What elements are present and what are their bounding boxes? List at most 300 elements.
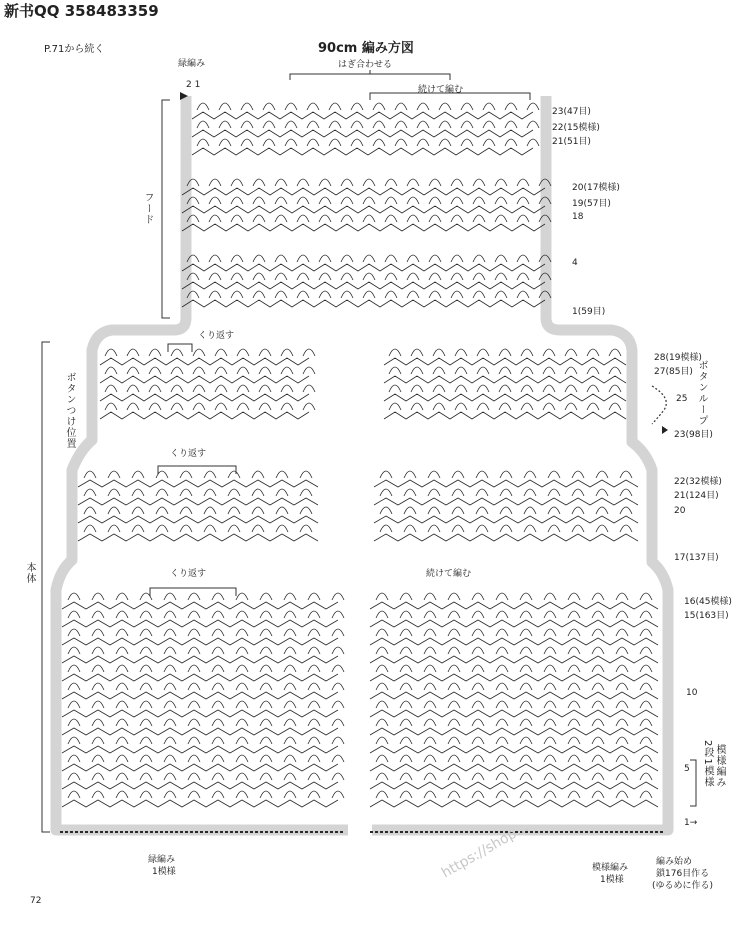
body-row-16: 16(45模様) bbox=[684, 597, 732, 607]
hood-top-fan bbox=[483, 103, 495, 110]
hood-bottom-fan bbox=[495, 291, 507, 298]
body-middle-left-fan bbox=[108, 507, 120, 514]
body-lower-left-fan bbox=[236, 629, 248, 636]
body-upper-left-fan bbox=[171, 349, 183, 356]
body-lower-left-fan bbox=[116, 719, 128, 726]
body-upper-right-fan bbox=[455, 367, 467, 374]
body-middle-right-fan bbox=[620, 471, 632, 478]
body-lower-right-fan bbox=[640, 629, 652, 636]
body-middle-left-fan bbox=[132, 525, 144, 532]
hood-bottom-fan bbox=[429, 291, 441, 298]
body-upper-right-fan bbox=[455, 403, 467, 410]
body-lower-right-row bbox=[370, 674, 658, 681]
body-upper-right-fan bbox=[389, 403, 401, 410]
body-upper-right-fan bbox=[587, 367, 599, 374]
hood-bottom-fan bbox=[231, 273, 243, 280]
body-lower-left-fan bbox=[212, 773, 224, 780]
body-lower-left-fan bbox=[164, 773, 176, 780]
body-middle-right-fan bbox=[596, 489, 608, 496]
hood-bottom-row bbox=[182, 282, 545, 289]
hood-bottom-fan bbox=[407, 255, 419, 262]
hood-top-fan bbox=[527, 103, 539, 110]
hood-mid-fan bbox=[495, 179, 507, 186]
body-lower-left-fan bbox=[116, 593, 128, 600]
hood-mid-fan bbox=[517, 215, 529, 222]
hood-top-fan bbox=[417, 103, 429, 110]
hood-mid-fan bbox=[363, 197, 375, 204]
hood-mid-fan bbox=[297, 197, 309, 204]
hood-bottom-fan bbox=[209, 255, 221, 262]
body-lower-right-fan bbox=[448, 719, 460, 726]
body-lower-left-row bbox=[62, 764, 338, 771]
body-lower-left-row bbox=[62, 656, 338, 663]
body-lower-left-fan bbox=[212, 683, 224, 690]
body-lower-left-fan bbox=[140, 665, 152, 672]
body-lower-right-fan bbox=[616, 791, 628, 798]
body-lower-left-fan bbox=[284, 701, 296, 708]
body-upper-right-fan bbox=[543, 403, 555, 410]
body-lower-left-fan bbox=[332, 611, 344, 618]
body-upper-left-fan bbox=[127, 403, 139, 410]
body-lower-right-row bbox=[370, 638, 658, 645]
body-lower-left-fan bbox=[212, 611, 224, 618]
body-upper-right-fan bbox=[389, 367, 401, 374]
hood-edging-label: 緑編み bbox=[178, 59, 206, 69]
body-lower-left-fan bbox=[164, 593, 176, 600]
body-lower-left-fan bbox=[68, 611, 80, 618]
hood-mid-fan bbox=[209, 179, 221, 186]
body-lower-right-fan bbox=[472, 737, 484, 744]
hood-continue-label: 続けて編む bbox=[418, 85, 464, 95]
hood-bottom-fan bbox=[297, 273, 309, 280]
body-middle-left-fan bbox=[204, 525, 216, 532]
body-lower-right-fan bbox=[640, 665, 652, 672]
body-lower-right-fan bbox=[424, 791, 436, 798]
body-lower-right-fan bbox=[472, 611, 484, 618]
hood-mid-fan bbox=[495, 197, 507, 204]
body-lower-right-fan bbox=[520, 647, 532, 654]
repeat-label-1: くり返す bbox=[198, 331, 235, 341]
hood-top-fan bbox=[197, 121, 209, 128]
body-lower-left-fan bbox=[260, 719, 272, 726]
body-lower-right-fan bbox=[424, 719, 436, 726]
hood-top-fan bbox=[241, 139, 253, 146]
body-lower-right-fan bbox=[592, 647, 604, 654]
hood-mid-fan bbox=[429, 197, 441, 204]
body-lower-right-fan bbox=[400, 611, 412, 618]
body-lower-left-fan bbox=[92, 791, 104, 798]
body-lower-right-fan bbox=[568, 737, 580, 744]
body-lower-left-fan bbox=[140, 701, 152, 708]
body-lower-left-fan bbox=[284, 665, 296, 672]
body-upper-left-fan bbox=[149, 367, 161, 374]
button-loop-count: 25 bbox=[676, 394, 688, 404]
body-upper-left-fan bbox=[149, 385, 161, 392]
body-lower-right-fan bbox=[640, 683, 652, 690]
body-lower-right-fan bbox=[592, 719, 604, 726]
body-upper-right-fan bbox=[521, 385, 533, 392]
body-middle-right-fan bbox=[620, 525, 632, 532]
pattern-note-label: 模様編み bbox=[714, 744, 725, 788]
body-lower-right-fan bbox=[568, 665, 580, 672]
hood-mid-fan bbox=[253, 215, 265, 222]
body-lower-right-fan bbox=[424, 629, 436, 636]
body-upper-left-fan bbox=[127, 367, 139, 374]
hood-bottom-row bbox=[182, 300, 545, 307]
body-upper-left-fan bbox=[303, 367, 315, 374]
hood-mid-fan bbox=[231, 215, 243, 222]
body-lower-right-fan bbox=[376, 647, 388, 654]
body-lower-right-fan bbox=[520, 755, 532, 762]
body-middle-left-fan bbox=[84, 525, 96, 532]
hood-row-18: 18 bbox=[572, 212, 584, 222]
body-upper-left-fan bbox=[171, 385, 183, 392]
body-lower-right-fan bbox=[568, 791, 580, 798]
body-lower-right-fan bbox=[544, 791, 556, 798]
body-lower-right-fan bbox=[568, 701, 580, 708]
body-lower-right-fan bbox=[472, 629, 484, 636]
body-lower-left-fan bbox=[332, 791, 344, 798]
body-lower-left-row bbox=[62, 782, 338, 789]
body-upper-right-fan bbox=[609, 349, 621, 356]
body-lower-left-fan bbox=[212, 719, 224, 726]
body-lower-left-fan bbox=[116, 773, 128, 780]
hood-top-fan bbox=[285, 121, 297, 128]
hood-mid-fan bbox=[495, 215, 507, 222]
hood-bottom-fan bbox=[517, 255, 529, 262]
hood-mid-fan bbox=[319, 215, 331, 222]
hood-mid-fan bbox=[297, 215, 309, 222]
body-lower-right-fan bbox=[400, 701, 412, 708]
body-lower-right-fan bbox=[448, 611, 460, 618]
body-lower-left-fan bbox=[116, 737, 128, 744]
body-lower-left-fan bbox=[188, 683, 200, 690]
body-lower-right-fan bbox=[472, 791, 484, 798]
hood-bottom-fan bbox=[363, 291, 375, 298]
body-middle-left-fan bbox=[276, 471, 288, 478]
body-lower-left-fan bbox=[188, 701, 200, 708]
body-lower-left-fan bbox=[332, 647, 344, 654]
body-lower-right-fan bbox=[640, 647, 652, 654]
body-middle-left-fan bbox=[180, 507, 192, 514]
body-lower-left-fan bbox=[308, 737, 320, 744]
body-lower-left-fan bbox=[164, 737, 176, 744]
body-lower-left-fan bbox=[68, 737, 80, 744]
body-middle-left-fan bbox=[84, 471, 96, 478]
body-lower-right-fan bbox=[400, 755, 412, 762]
body-middle-left-fan bbox=[156, 489, 168, 496]
body-upper-right-fan bbox=[499, 349, 511, 356]
body-label: 本体 bbox=[24, 562, 35, 584]
body-lower-left-fan bbox=[92, 629, 104, 636]
body-lower-left-fan bbox=[116, 701, 128, 708]
body-lower-right-fan bbox=[376, 701, 388, 708]
body-upper-left-row bbox=[100, 376, 309, 383]
hood-top-fan bbox=[351, 103, 363, 110]
hood-mid-fan bbox=[297, 179, 309, 186]
body-lower-right-fan bbox=[520, 611, 532, 618]
body-lower-left-fan bbox=[92, 737, 104, 744]
hood-top-fan bbox=[461, 121, 473, 128]
body-middle-right-row bbox=[374, 498, 638, 505]
body-upper-right-fan bbox=[587, 349, 599, 356]
body-lower-right-fan bbox=[568, 773, 580, 780]
body-lower-left-fan bbox=[188, 629, 200, 636]
body-lower-left-fan bbox=[164, 701, 176, 708]
body-lower-left-row bbox=[62, 674, 338, 681]
body-lower-right-fan bbox=[544, 773, 556, 780]
body-lower-left-fan bbox=[260, 701, 272, 708]
header-qq: 新书QQ 358483359 bbox=[4, 2, 159, 20]
hood-mid-fan bbox=[363, 179, 375, 186]
body-lower-right-fan bbox=[544, 593, 556, 600]
hood-bottom-fan bbox=[363, 273, 375, 280]
hood-top-row bbox=[192, 112, 533, 119]
body-lower-left-fan bbox=[188, 755, 200, 762]
body-upper-left-fan bbox=[105, 403, 117, 410]
body-lower-left-fan bbox=[164, 611, 176, 618]
body-lower-right-fan bbox=[640, 791, 652, 798]
body-middle-left-fan bbox=[180, 525, 192, 532]
body-middle-right-fan bbox=[596, 525, 608, 532]
body-upper-right-row bbox=[384, 394, 626, 401]
body-upper-right-fan bbox=[477, 367, 489, 374]
body-lower-left-fan bbox=[332, 683, 344, 690]
hood-top-fan bbox=[219, 121, 231, 128]
body-lower-right-row bbox=[370, 728, 658, 735]
body-lower-right-fan bbox=[592, 773, 604, 780]
body-middle-right-fan bbox=[452, 489, 464, 496]
body-lower-right-fan bbox=[592, 665, 604, 672]
hood-top-fan bbox=[329, 139, 341, 146]
body-middle-left-fan bbox=[180, 471, 192, 478]
body-row-27: 27(85目) bbox=[654, 367, 693, 377]
body-lower-right-fan bbox=[472, 773, 484, 780]
body-middle-right-fan bbox=[452, 525, 464, 532]
body-lower-right-fan bbox=[616, 773, 628, 780]
hood-top-fan bbox=[439, 121, 451, 128]
hood-top-fan bbox=[395, 103, 407, 110]
hood-row-20: 20(17模様) bbox=[572, 183, 620, 193]
body-lower-right-fan bbox=[400, 791, 412, 798]
body-upper-right-fan bbox=[499, 403, 511, 410]
body-middle-left-fan bbox=[180, 489, 192, 496]
hood-bottom-fan bbox=[451, 273, 463, 280]
body-middle-right-fan bbox=[476, 489, 488, 496]
body-upper-right-fan bbox=[587, 403, 599, 410]
body-lower-left-row bbox=[62, 710, 338, 717]
body-lower-left-fan bbox=[236, 719, 248, 726]
body-lower-right-fan bbox=[520, 737, 532, 744]
body-lower-right-fan bbox=[496, 755, 508, 762]
body-lower-right-fan bbox=[568, 629, 580, 636]
body-upper-right-fan bbox=[477, 403, 489, 410]
body-lower-left-row bbox=[62, 800, 338, 807]
body-upper-right-fan bbox=[565, 385, 577, 392]
body-upper-right-row bbox=[384, 412, 626, 419]
hood-row-22: 22(15模様) bbox=[552, 123, 600, 133]
body-lower-right-fan bbox=[496, 683, 508, 690]
body-lower-left-fan bbox=[68, 719, 80, 726]
body-middle-left-fan bbox=[156, 507, 168, 514]
body-lower-right-fan bbox=[520, 629, 532, 636]
body-lower-left-fan bbox=[284, 737, 296, 744]
hood-mid-fan bbox=[253, 197, 265, 204]
hood-top-fan bbox=[351, 121, 363, 128]
hood-top-fan bbox=[219, 103, 231, 110]
body-lower-left-fan bbox=[236, 737, 248, 744]
body-lower-left-fan bbox=[188, 611, 200, 618]
hood-mid-fan bbox=[363, 215, 375, 222]
body-lower-left-fan bbox=[308, 755, 320, 762]
body-lower-left-fan bbox=[236, 647, 248, 654]
body-lower-left-row bbox=[62, 692, 338, 699]
body-lower-right-row bbox=[370, 710, 658, 717]
body-lower-right-fan bbox=[640, 593, 652, 600]
body-lower-left-fan bbox=[260, 755, 272, 762]
body-middle-left-fan bbox=[252, 525, 264, 532]
body-lower-right-fan bbox=[640, 611, 652, 618]
body-lower-right-row bbox=[370, 692, 658, 699]
body-upper-left-row bbox=[100, 412, 309, 419]
body-lower-left-fan bbox=[68, 773, 80, 780]
body-middle-left-fan bbox=[300, 489, 312, 496]
body-lower-left-fan bbox=[140, 791, 152, 798]
body-lower-right-fan bbox=[544, 701, 556, 708]
body-lower-left-fan bbox=[212, 629, 224, 636]
body-lower-right-fan bbox=[520, 665, 532, 672]
body-lower-left-fan bbox=[236, 611, 248, 618]
body-lower-left-fan bbox=[68, 755, 80, 762]
body-lower-right-fan bbox=[376, 737, 388, 744]
body-upper-right-fan bbox=[565, 367, 577, 374]
hood-mid-fan bbox=[275, 179, 287, 186]
hood-mid-fan bbox=[517, 197, 529, 204]
body-lower-right-row bbox=[370, 602, 658, 609]
hood-bottom-fan bbox=[275, 273, 287, 280]
hood-top-fan bbox=[417, 139, 429, 146]
body-lower-left-fan bbox=[212, 665, 224, 672]
body-lower-right-fan bbox=[400, 737, 412, 744]
body-upper-right-fan bbox=[411, 385, 423, 392]
body-upper-left-fan bbox=[215, 385, 227, 392]
body-middle-left-fan bbox=[300, 471, 312, 478]
body-middle-right-row bbox=[374, 480, 638, 487]
body-middle-right-fan bbox=[452, 471, 464, 478]
body-lower-right-fan bbox=[376, 683, 388, 690]
body-upper-right-fan bbox=[433, 403, 445, 410]
hood-mid-fan bbox=[451, 197, 463, 204]
hood-label: フード bbox=[142, 192, 153, 225]
diagram-title: 90cm 編み方図 bbox=[318, 41, 414, 56]
body-middle-right-fan bbox=[380, 471, 392, 478]
body-lower-left-fan bbox=[308, 647, 320, 654]
body-lower-left-fan bbox=[308, 593, 320, 600]
body-upper-left-fan bbox=[149, 349, 161, 356]
body-middle-left-fan bbox=[276, 507, 288, 514]
body-lower-left-fan bbox=[236, 683, 248, 690]
body-lower-right-fan bbox=[568, 719, 580, 726]
hood-bottom-fan bbox=[231, 291, 243, 298]
body-lower-left-fan bbox=[92, 665, 104, 672]
body-middle-right-fan bbox=[500, 471, 512, 478]
hood-bottom-fan bbox=[319, 255, 331, 262]
body-middle-left-fan bbox=[228, 489, 240, 496]
body-upper-right-fan bbox=[609, 385, 621, 392]
repeat-label-2: くり返す bbox=[170, 449, 207, 459]
body-lower-left-fan bbox=[260, 647, 272, 654]
body-lower-right-fan bbox=[400, 593, 412, 600]
body-middle-left-fan bbox=[300, 525, 312, 532]
body-lower-right-fan bbox=[424, 773, 436, 780]
body-upper-right-fan bbox=[389, 349, 401, 356]
body-lower-left-fan bbox=[308, 719, 320, 726]
body-upper-right-fan bbox=[477, 349, 489, 356]
body-lower-left-fan bbox=[212, 737, 224, 744]
body-row-23: 23(98目) bbox=[674, 430, 713, 440]
body-middle-right-fan bbox=[524, 471, 536, 478]
body-middle-left-fan bbox=[108, 525, 120, 532]
body-row-22: 22(32模様) bbox=[674, 477, 722, 487]
body-middle-left-fan bbox=[252, 507, 264, 514]
body-lower-left-fan bbox=[140, 773, 152, 780]
body-lower-left-fan bbox=[332, 737, 344, 744]
body-lower-right-fan bbox=[592, 593, 604, 600]
body-upper-left-fan bbox=[171, 367, 183, 374]
body-upper-right-fan bbox=[521, 403, 533, 410]
body-lower-left-fan bbox=[212, 647, 224, 654]
body-upper-left-fan bbox=[127, 349, 139, 356]
hood-mid-fan bbox=[451, 179, 463, 186]
body-middle-left-fan bbox=[132, 507, 144, 514]
body-middle-right-fan bbox=[572, 489, 584, 496]
body-upper-right-fan bbox=[521, 367, 533, 374]
body-middle-left-fan bbox=[204, 489, 216, 496]
body-lower-right-fan bbox=[568, 683, 580, 690]
hood-top-fan bbox=[307, 121, 319, 128]
body-upper-left-fan bbox=[281, 403, 293, 410]
hood-top-fan bbox=[351, 139, 363, 146]
body-lower-left-row bbox=[62, 620, 338, 627]
hood-top-fan bbox=[373, 121, 385, 128]
body-middle-left-fan bbox=[84, 507, 96, 514]
bottom-edging-repeat: 1模様 bbox=[152, 867, 176, 877]
body-upper-right-fan bbox=[411, 349, 423, 356]
body-lower-left-row bbox=[62, 602, 338, 609]
hood-top-fan bbox=[197, 139, 209, 146]
body-lower-left-fan bbox=[92, 611, 104, 618]
hood-top-fan bbox=[263, 103, 275, 110]
body-upper-right-fan bbox=[587, 385, 599, 392]
hood-bottom-fan bbox=[473, 291, 485, 298]
body-upper-right-fan bbox=[455, 385, 467, 392]
body-lower-left-fan bbox=[92, 755, 104, 762]
body-upper-right-row bbox=[384, 358, 626, 365]
body-lower-left-fan bbox=[188, 719, 200, 726]
hood-top-fan bbox=[483, 121, 495, 128]
hood-mid-fan bbox=[319, 179, 331, 186]
body-lower-left-fan bbox=[68, 701, 80, 708]
body-middle-right-fan bbox=[476, 525, 488, 532]
body-lower-right-fan bbox=[496, 701, 508, 708]
continued-from: P.71から続く bbox=[44, 44, 105, 55]
hood-top-fan bbox=[505, 103, 517, 110]
pattern-rows-note: 2段1模様 bbox=[702, 740, 713, 788]
hood-bottom-fan bbox=[407, 273, 419, 280]
body-middle-right-fan bbox=[500, 507, 512, 514]
body-middle-right-fan bbox=[404, 471, 416, 478]
body-row-20: 20 bbox=[674, 506, 686, 516]
